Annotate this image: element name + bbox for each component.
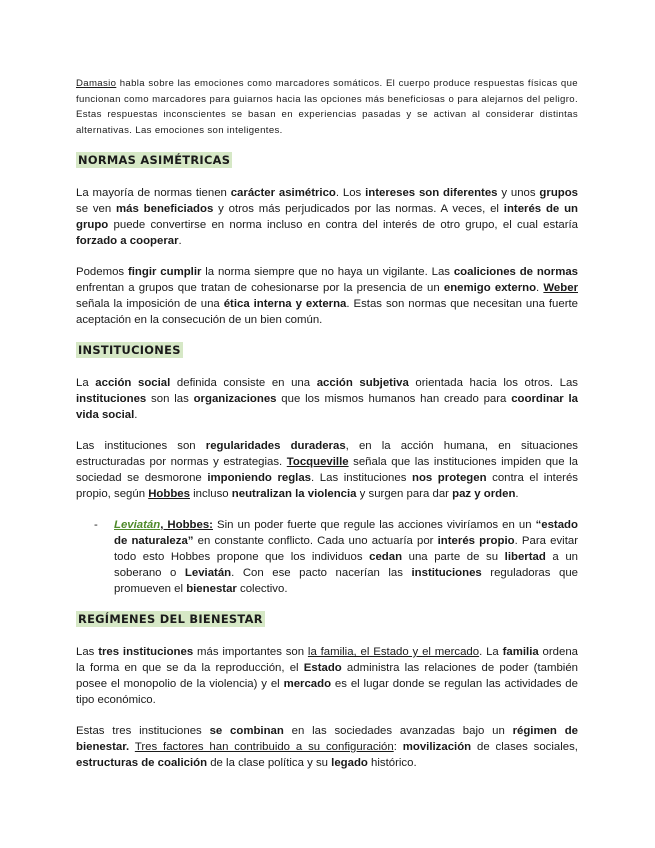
intro-paragraph: Damasio habla sobre las emociones como marcadores somáticos. El cuerpo produce respuestas físicas que funcionan como marcadores para guiarnos hacia las opciones más beneficiosas o para alejarnos del peligro. Estas respuestas inconscientes se basan en experiencias pasadas y se activan al considerar distintas alternativas. Las emociones son inteligentes.	[76, 78, 578, 136]
section-heading-regimenes: REGÍMENES DEL BIENESTAR	[78, 612, 263, 626]
leviatan-link: Leviatán	[114, 519, 161, 531]
bullet-dash: -	[94, 519, 98, 531]
paragraph-regimenes-2: Estas tres instituciones se combinan en las sociedades avanzadas bajo un régimen de bienestar. Tres factores han contribuido a su configuración: movilización de clases sociales, estructuras de coalición de la clase política y su legado histórico.	[76, 725, 578, 769]
paragraph-instituciones-2: Las instituciones son regularidades duraderas, en la acción humana, en situaciones estructuradas por normas y estrategias. Tocqueville señala que las instituciones impiden que la sociedad se desmorone imponiendo reglas. Las instituciones nos protegen contra el interés propio, según Hobbes incluso neutralizan la violencia y surgen para dar paz y orden.	[76, 440, 578, 500]
section-heading-normas: NORMAS ASIMÉTRICAS	[78, 153, 231, 167]
author-name: Damasio	[76, 78, 117, 89]
paragraph-normas-2: Podemos fingir cumplir la norma siempre que no haya un vigilante. Las coaliciones de normas enfrentan a grupos que tratan de cohesionarse por la presencia de un enemigo externo. Weber señala la imposición de una ética interna y externa. Estas son normas que necesitan una fuerte aceptación en la consecución de un bien común.	[76, 266, 579, 326]
list-item-leviatan: - Leviatán, Hobbes: Sin un poder fuerte que regule las acciones viviríamos en un “estado de naturaleza” en constante conflicto. Cada uno actuaría por interés propio. Para evitar todo esto Hobbes propone que los individuos cedan una parte de su libertad a un soberano o Leviatán. Con ese pacto nacerían las instituciones reguladoras que promueven el bienestar colectivo.	[94, 519, 578, 595]
paragraph-normas-1: La mayoría de normas tienen carácter asimétrico. Los intereses son diferentes y unos grupos se ven más beneficiados y otros más perjudicados por las normas. A veces, el interés de un grupo puede convertirse en norma incluso en contra del interés de otro grupo, el cual estaría forzado a cooperar.	[76, 187, 579, 247]
paragraph-instituciones-1: La acción social definida consiste en una acción subjetiva orientada hacia los otros. Las instituciones son las organizaciones que los mismos humanos han creado para coordinar la vida social.	[76, 377, 579, 421]
document-page	[76, 72, 578, 771]
section-heading-instituciones: INSTITUCIONES	[78, 343, 181, 357]
paragraph-regimenes-1: Las tres instituciones más importantes son la familia, el Estado y el mercado. La familia ordena la forma en que se da la reproducción, el Estado administra las relaciones de poder (también posee el monopolio de la violencia) y el mercado es el lugar donde se regulan las actividades de tipo económico.	[76, 646, 579, 706]
